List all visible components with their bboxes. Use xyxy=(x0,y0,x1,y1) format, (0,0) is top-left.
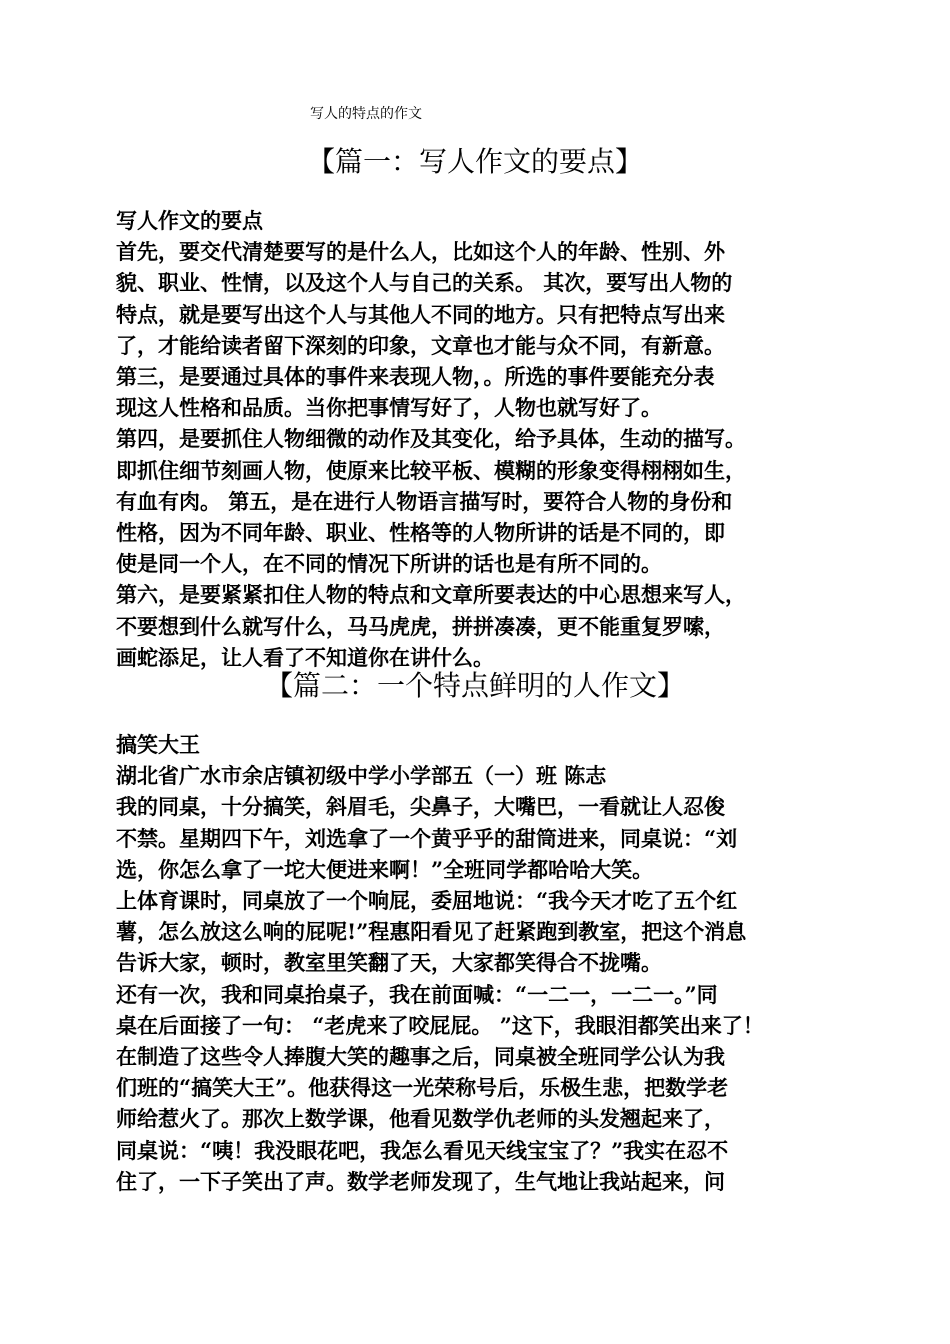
paragraph-line: 第三，是要通过具体的事件来表现人物，。所选的事件要能充分表 xyxy=(116,364,715,390)
paragraph-line: 住了，一下子笑出了声。数学老师发现了，生气地让我站起来，问 xyxy=(116,1168,725,1194)
section-body-2 xyxy=(116,729,846,1197)
paragraph-line: 搞笑大王 xyxy=(116,732,200,757)
paragraph-line: 在制造了这些令人捧腹大笑的趣事之后，同桌被全班同学公认为我 xyxy=(116,1044,725,1070)
paragraph-line: 湖北省广水市余店镇初级中学小学部五（一）班 陈志 xyxy=(116,763,607,789)
paragraph-line: 上体育课时，同桌放了一个响屁，委屈地说：“我今天才吃了五个红 xyxy=(116,888,738,914)
paragraph-line: 貌、职业、性情，以及这个人与自己的关系。 其次，要写出人物的 xyxy=(116,270,733,296)
paragraph-line: 薯，怎么放这么响的屁呢!”程惠阳看见了赶紧跑到教室，把这个消息 xyxy=(116,919,747,945)
paragraph-line: 画蛇添足，让人看了不知道你在讲什么。 xyxy=(116,644,494,670)
paragraph-line: 了，才能给读者留下深刻的印象，文章也才能与众不同，有新意。 xyxy=(116,332,725,358)
document-title: 写人的特点的作文 xyxy=(310,106,422,122)
paragraph-line: 我的同桌，十分搞笑，斜眉毛，尖鼻子，大嘴巴，一看就让人忍俊 xyxy=(116,794,725,820)
paragraph-line: 告诉大家，顿时，教室里笑翻了天，大家都笑得合不拢嘴。 xyxy=(116,950,662,976)
paragraph-line: 使是同一个人，在不同的情况下所讲的话也是有所不同的。 xyxy=(116,551,662,577)
paragraph-line: 选，你怎么拿了一坨大便进来啊！”全班同学都哈哈大笑。 xyxy=(116,856,654,882)
section-heading-1: 【篇一：写人作文的要点】 xyxy=(306,145,643,178)
paragraph-line: 性格，因为不同年龄、职业、性格等的人物所讲的话是不同的，即 xyxy=(116,520,725,546)
paragraph-line: 有血有肉。 第五，是在进行人物语言描写时，要符合人物的身份和 xyxy=(116,488,733,514)
paragraph-line: 现这人性格和品质。当你把事情写好了，人物也就写好了。 xyxy=(116,395,662,421)
paragraph-line: 即抓住细节刻画人物，使原来比较平板、模糊的形象变得栩栩如生， xyxy=(116,457,746,483)
paragraph-line: 不禁。星期四下午，刘选拿了一个黄乎乎的甜筒进来，同桌说：“刘 xyxy=(116,825,738,851)
paragraph-line: 同桌说：“咦！我没眼花吧，我怎么看见天线宝宝了？”我实在忍不 xyxy=(116,1137,729,1163)
paragraph-line: 第四，是要抓住人物细微的动作及其变化，给予具体，生动的描写。 xyxy=(116,426,746,452)
paragraph-line: 师给惹火了。那次上数学课，他看见数学仇老师的头发翘起来了， xyxy=(116,1106,725,1132)
paragraph-line: 第六，是要紧紧扣住人物的特点和文章所要表达的中心思想来写人， xyxy=(116,582,746,608)
paragraph-line: 不要想到什么就写什么，马马虎虎，拼拼凑凑，更不能重复罗嗦， xyxy=(116,613,725,639)
paragraph-line: 首先，要交代清楚要写的是什么人，比如这个人的年龄、性别、外 xyxy=(116,239,725,265)
section-body-1 xyxy=(116,205,846,673)
paragraph-line: 特点，就是要写出这个人与其他人不同的地方。只有把特点写出来 xyxy=(116,301,725,327)
paragraph-line: 还有一次，我和同桌抬桌子，我在前面喊：“一二一，一二一。”同 xyxy=(116,981,718,1007)
paragraph-line: 写人作文的要点 xyxy=(116,208,263,233)
section-heading-2: 【篇二：一个特点鲜明的人作文】 xyxy=(264,669,685,702)
paragraph-line: 们班的“搞笑大王”。他获得这一光荣称号后，乐极生悲，把数学老 xyxy=(116,1075,729,1101)
paragraph-line: 桌在后面接了一句： “老虎来了咬屁屁。 ”这下，我眼泪都笑出来了！ xyxy=(116,1012,764,1038)
